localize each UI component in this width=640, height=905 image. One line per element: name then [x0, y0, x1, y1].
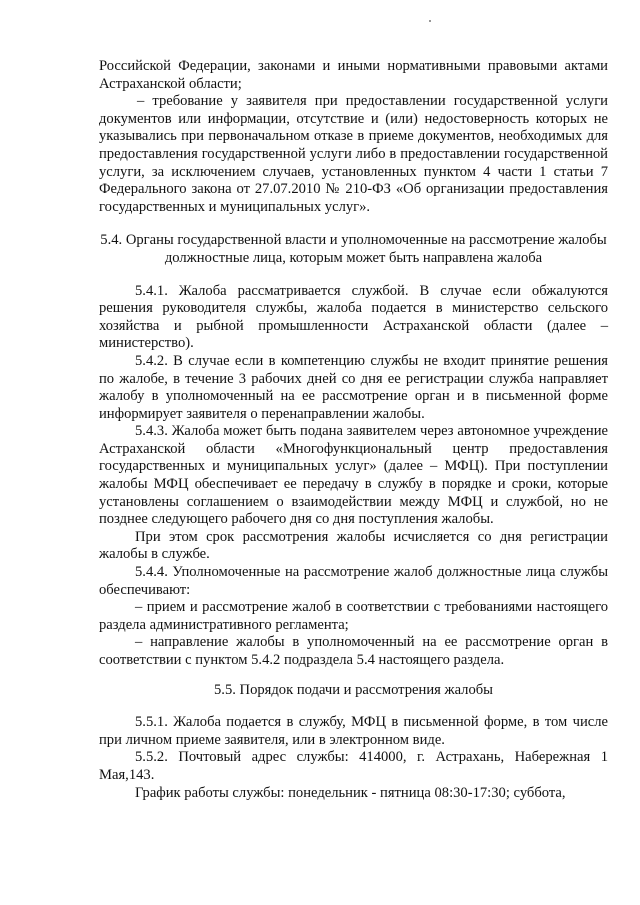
- paragraph-5-4-1: 5.4.1. Жалоба рассматривается службой. В случае если обжалуются решения руководителя службы, жалоба подается в министерство сельского хозяйства и рыбной промышленности Астраханской области (далее – министерство).: [99, 282, 608, 352]
- paragraph-5-4-4-item-1: – прием и рассмотрение жалоб в соответствии с требованиями настоящего раздела административного регламента;: [99, 599, 608, 633]
- paragraph-5-4-4-item-2: – направление жалобы в уполномоченный на ее рассмотрение орган в соответствии с пунктом 5.4.2 подраздела 5.4 настоящего раздела.: [99, 634, 608, 668]
- paragraph-intro-continuation: Российской Федерации, законами и иными нормативными правовыми актами Астраханской области;: [99, 58, 608, 92]
- paragraph-intro-dash-item: – требование у заявителя при предоставлении государственной услуги документов или информации, отсутствие и (или) недостоверность которых не указывались при первоначальном отказе в приеме документов, необходимых для предоставления государственной услуги либо в предоставлении государственной услуги, за исключением случаев, установленных пунктом 4 части 1 статьи 7 Федерального закона от 27.07.2010 № 210-ФЗ «Об организации предоставления государственных и муниципальных услуг».: [99, 93, 608, 215]
- scan-speck: [429, 20, 431, 22]
- paragraph-5-4-3: 5.4.3. Жалоба может быть подана заявителем через автономное учреждение Астраханской области «Многофункциональный центр предоставления государственных и муниципальных услуг» (далее – МФЦ). При поступлении жалобы МФЦ обеспечивает ее передачу в службу в порядке и сроки, которые установлены соглашением о взаимодействии между МФЦ и службой, но не позднее следующего рабочего дня со дня поступления жалобы.: [99, 423, 608, 528]
- paragraph-schedule: График работы службы: понедельник - пятница 08:30-17:30; суббота,: [135, 784, 566, 801]
- paragraph-5-5-2: 5.5.2. Почтовый адрес службы: 414000, г. Астрахань, Набережная 1 Мая,143.: [99, 749, 608, 783]
- paragraph-5-4-3-term: При этом срок рассмотрения жалобы исчисляется со дня регистрации жалобы в службе.: [99, 528, 608, 563]
- section-5-4-heading: 5.4. Органы государственной власти и уполномоченные на рассмотрение жалобы должностные лица, которым может быть направлена жалоба: [100, 232, 607, 266]
- paragraph-5-5-1: 5.5.1. Жалоба подается в службу, МФЦ в письменной форме, в том числе при личном приеме заявителя, или в электронном виде.: [99, 714, 608, 748]
- paragraph-5-4-4: 5.4.4. Уполномоченные на рассмотрение жалоб должностные лица службы обеспечивают:: [99, 564, 608, 598]
- paragraph-5-4-2: 5.4.2. В случае если в компетенцию службы не входит принятие решения по жалобе, в течение 3 рабочих дней со дня ее регистрации служба направляет жалобу в уполномоченный на ее рассмотрение орган и в письменной форме информирует заявителя о перенаправлении жалобы.: [99, 352, 608, 422]
- section-5-5-heading: 5.5. Порядок подачи и рассмотрения жалобы: [214, 681, 493, 698]
